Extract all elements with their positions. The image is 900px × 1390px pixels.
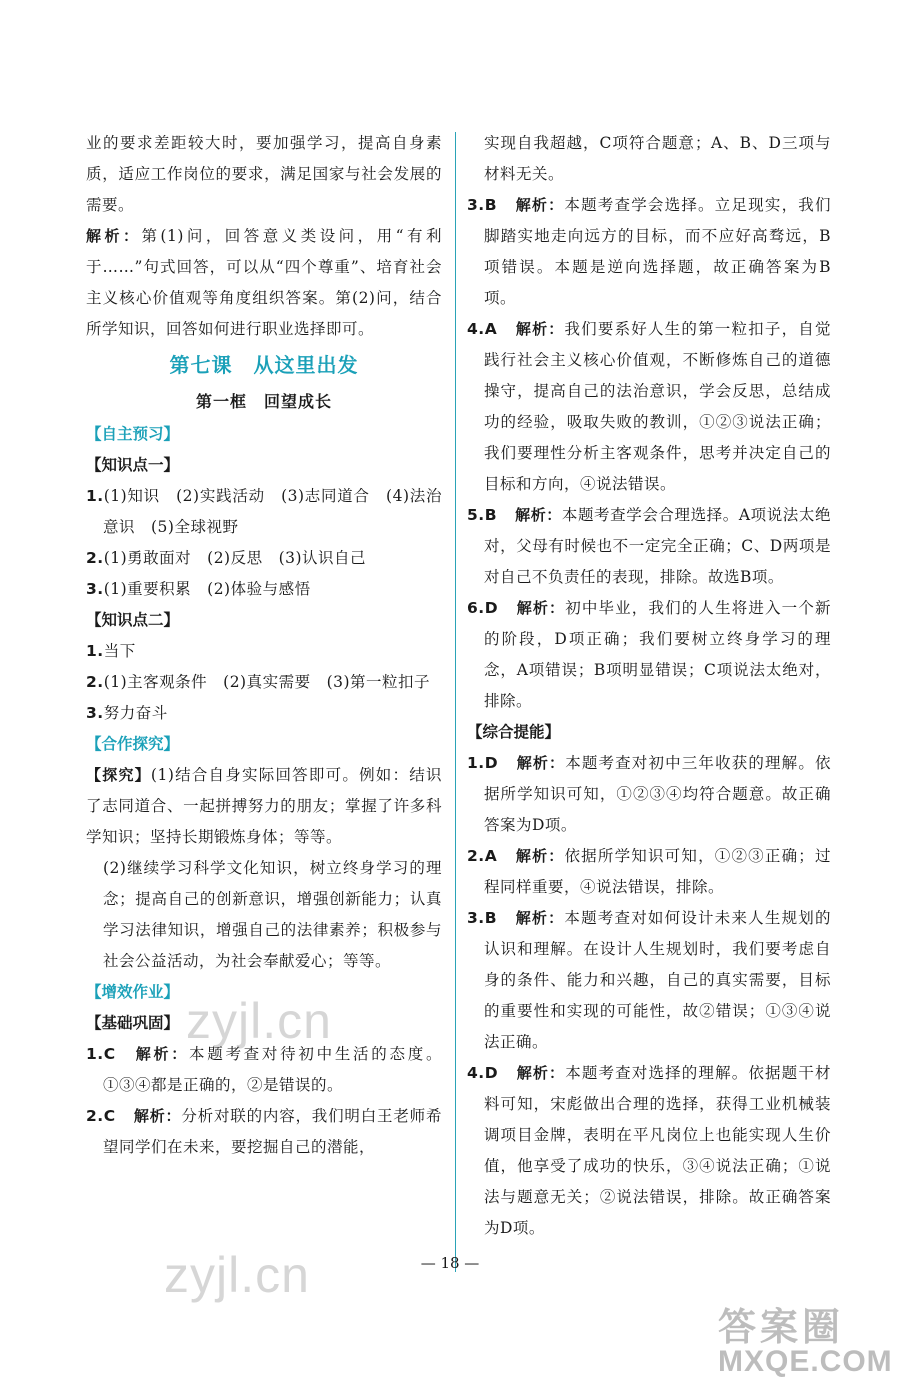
continued-answer-right: 实现自我超越，C项符合题意；A、B、D三项与材料无关。 [484,134,831,183]
analysis-text: 本题考查对待初中生活的态度。①③④都是正确的，②是错误的。 [103,1045,442,1094]
section-homework: 【增效作业】 [86,983,180,1001]
answer-choice: D [484,754,499,772]
answer-choice: A [484,847,498,865]
kp2-item-text: 当下 [103,642,136,660]
watermark-middle: zyjl.cn [186,993,332,1049]
analysis-label: 解析： [516,1064,566,1082]
basic-answer-item [467,593,831,717]
analysis-paragraph [86,221,442,345]
basic-answer-item [467,314,831,500]
kp2-item [86,667,442,698]
answer-choice: C [103,1107,116,1125]
analysis-text: 本题考查对如何设计未来人生规划的认识和理解。在设计人生规划时，我们要考虑自身的条件、能力和兴趣，自己的真实需要，目标的重要性和实现的可能性，故②错误；①③④说法正确。 [484,909,831,1051]
basic-answer-item [86,1101,442,1163]
analysis-label: 解析： [515,320,565,338]
kp1-item [86,481,442,543]
analysis-text: 本题考查学会合理选择。A项说法太绝对，父母有时候也不一定完全正确；C、D两项是对自己不负责任的表现，排除。故选B项。 [484,506,831,586]
analysis-label: 解析： [133,1107,182,1125]
inquiry-label: 【探究】 [86,766,151,784]
kp1-item-text: (1)重要积累 (2)体验与感悟 [103,580,311,598]
kp2-item [86,636,442,667]
answer-number: 4. [467,320,485,338]
knowledge-point-1-list [86,481,442,605]
analysis-text: 初中毕业，我们的人生将进入一个新的阶段，D项正确；我们要树立终身学习的理念，A项错误；B项明显错误；C项说法太绝对，排除。 [484,599,831,710]
comprehensive-heading: 【综合提能】 [467,723,561,741]
inquiry-paragraph-1 [86,760,442,853]
section-self-preview: 【自主预习】 [86,425,180,443]
knowledge-point-1-heading: 【知识点一】 [86,456,180,474]
frame-title: 第一框 回望成长 [195,392,332,411]
analysis-label: 解析： [516,599,566,617]
answer-number: 1. [467,754,485,772]
inquiry-text-1: (1)结合自身实际回答即可。例如：结识了志同道合、一起拼搏努力的朋友；掌握了许多科学知识；坚持长期锻炼身体；等等。 [86,766,442,846]
kp1-item-number: 1. [86,487,104,505]
comprehensive-answer-item [467,841,831,903]
answer-number: 5. [467,506,485,524]
right-column [467,128,831,1244]
analysis-label: 解析： [515,909,565,927]
kp1-item-text: (1)知识 (2)实践活动 (3)志同道合 (4)法治意识 (5)全球视野 [103,487,442,536]
logo-domain: MXQE.COM [718,1345,893,1378]
basic-answer-item [467,190,831,314]
analysis-text: 本题考查对选择的理解。依据题干材料可知，宋彪做出合理的选择，获得工业机械装调项目金牌，表明在平凡岗位上也能实现人生价值，他享受了成功的快乐，③④说法正确；①说法与题意无关；②说法错误，排除。故正确答案为D项。 [484,1064,831,1237]
comprehensive-answers [467,748,831,1244]
site-logo [718,1296,893,1378]
section-cooperative-inquiry: 【合作探究】 [86,735,180,753]
basic-answers-right [467,190,831,717]
answer-number: 4. [467,1064,485,1082]
knowledge-point-2-heading: 【知识点二】 [86,611,180,629]
kp2-item-number: 3. [86,704,104,722]
basic-consolidation-heading: 【基础巩固】 [86,1014,180,1032]
answer-choice: D [484,1064,499,1082]
kp1-item-text: (1)勇敢面对 (2)反思 (3)认识自己 [103,549,367,567]
answer-number: 1. [86,1045,104,1063]
answer-number: 3. [467,196,485,214]
analysis-label: 解析： [515,196,565,214]
answer-number: 2. [467,847,485,865]
watermark-bottom: zyjl.cn [164,1247,310,1303]
answer-choice: C [103,1045,116,1063]
answer-choice: B [484,196,498,214]
kp2-item [86,698,442,729]
answer-choice: B [484,909,498,927]
answer-number: 2. [86,1107,104,1125]
comprehensive-answer-item [467,1058,831,1244]
knowledge-point-2-list [86,636,442,729]
analysis-text: 第(1)问，回答意义类设问，用“有利于……”句式回答，可以从“四个尊重”、培育社会主义核心价值观等角度组织答案。第(2)问，结合所学知识，回答如何进行职业选择即可。 [86,227,442,338]
comprehensive-answer-item [467,903,831,1058]
kp2-item-number: 2. [86,673,104,691]
analysis-text: 我们要系好人生的第一粒扣子，自觉践行社会主义核心价值观，不断修炼自己的道德操守，提高自己的法治意识，学会反思，总结成功的经验，吸取失败的教训，①②③说法正确；我们要理性分析主客观条件，思考并决定自己的目标和方向，④说法错误。 [484,320,831,493]
basic-answers-left [86,1039,442,1163]
kp2-item-text: 努力奋斗 [103,704,168,722]
kp1-item-number: 3. [86,580,104,598]
kp1-item-number: 2. [86,549,104,567]
analysis-label: 解析： [515,506,562,524]
kp1-item [86,574,442,605]
analysis-label: 解析： [86,227,142,245]
kp2-item-number: 1. [86,642,104,660]
answer-choice: D [484,599,499,617]
analysis-text: 依据所学知识可知，①②③正确；过程同样重要，④说法错误，排除。 [484,847,831,896]
column-divider [455,132,456,1272]
analysis-label: 解析： [133,1045,189,1063]
answer-number: 3. [467,909,485,927]
answer-number: 6. [467,599,485,617]
kp2-item-text: (1)主客观条件 (2)真实需要 (3)第一粒扣子 [103,673,431,691]
analysis-text: 本题考查学会选择。立足现实，我们脚踏实地走向远方的目标，而不应好高骛远，B项错误。本题是逆向选择题，故正确答案为B项。 [484,196,831,307]
kp1-item [86,543,442,574]
analysis-text: 本题考查对初中三年收获的理解。依据所学知识可知，①②③④均符合题意。故正确答案为D项。 [484,754,831,834]
basic-answer-item [467,500,831,593]
answer-choice: A [484,320,498,338]
answer-choice: B [484,506,498,524]
page-number: — 18 — [420,1254,480,1272]
analysis-text: 分析对联的内容，我们明白王老师希望同学们在未来，要挖掘自己的潜能， [103,1107,442,1156]
lesson-title: 第七课 从这里出发 [169,353,359,377]
comprehensive-answer-item [467,748,831,841]
analysis-label: 解析： [516,754,566,772]
logo-title: 答案圈 [718,1305,845,1349]
continued-answer: 业的要求差距较大时，要加强学习，提高自身素质，适应工作岗位的要求，满足国家与社会发展的需要。 [86,134,442,214]
analysis-label: 解析： [515,847,565,865]
inquiry-paragraph-2: (2)继续学习科学文化知识，树立终身学习的理念；提高自己的创新意识，增强创新能力；认真学习法律知识，增强自己的法律素养；积极参与社会公益活动，为社会奉献爱心；等等。 [103,859,442,970]
